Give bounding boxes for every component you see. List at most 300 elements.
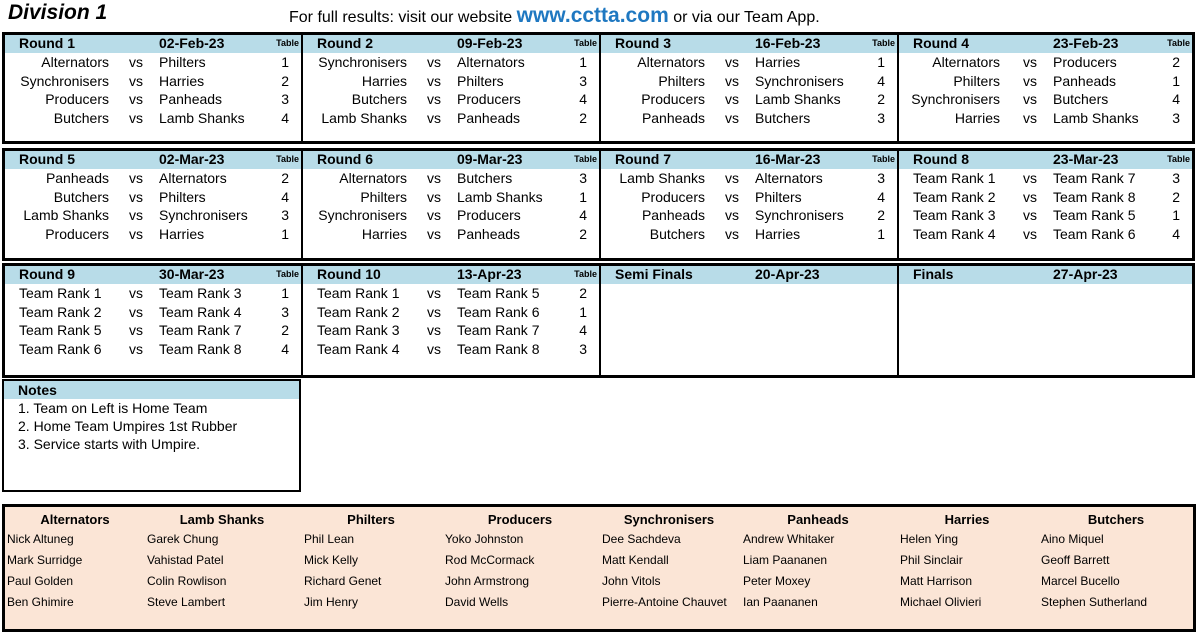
round-header — [601, 266, 897, 284]
match-row — [5, 206, 301, 225]
vs-label: vs — [427, 170, 441, 186]
round-block — [303, 151, 601, 258]
match-row — [5, 284, 301, 303]
round-header — [601, 35, 897, 53]
table-number: 4 — [579, 207, 587, 223]
match-row — [303, 225, 599, 244]
round-label: Round 5 — [19, 151, 75, 167]
vs-label: vs — [427, 322, 441, 338]
match-row — [303, 169, 599, 188]
round-block — [601, 35, 899, 141]
away-team: Panheads — [159, 91, 223, 107]
round-date: 30-Mar-23 — [159, 266, 225, 282]
table-number: 3 — [281, 303, 289, 320]
team-column — [900, 510, 1034, 613]
player-name: Ben Ghimire — [7, 595, 74, 609]
round-label: Round 6 — [317, 151, 373, 167]
home-team: Team Rank 3 — [317, 322, 400, 338]
home-team: Lamb Shanks — [23, 207, 109, 223]
notes-title: Notes — [4, 381, 299, 399]
home-team: Alternators — [339, 170, 407, 186]
player-name: Stephen Sutherland — [1041, 595, 1148, 609]
table-number: 1 — [579, 54, 587, 70]
match-row — [601, 53, 897, 72]
home-team: Butchers — [649, 225, 705, 242]
round-label: Round 8 — [913, 151, 969, 167]
table-column-label: Table — [872, 38, 895, 48]
player-name: Mick Kelly — [304, 553, 359, 567]
team-name: Panheads — [787, 512, 849, 527]
round-block — [601, 151, 899, 258]
round-header — [601, 151, 897, 169]
website-link[interactable]: www.cctta.com — [516, 4, 669, 27]
match-row — [303, 188, 599, 207]
home-team: Team Rank 2 — [19, 303, 102, 320]
round-row — [2, 148, 1195, 261]
table-number: 2 — [877, 207, 885, 223]
player-name: Colin Rowlison — [147, 574, 227, 588]
vs-label: vs — [129, 285, 143, 301]
round-date: 16-Mar-23 — [755, 151, 821, 167]
round-label: Round 2 — [317, 35, 373, 51]
vs-label: vs — [427, 285, 441, 301]
vs-label: vs — [129, 303, 143, 320]
vs-label: vs — [129, 340, 143, 357]
match-row — [899, 109, 1192, 128]
vs-label: vs — [129, 188, 143, 205]
player-name: John Vitols — [602, 574, 661, 588]
match-row — [303, 90, 599, 109]
home-team: Philters — [360, 188, 407, 205]
match-row — [899, 225, 1192, 244]
note-item: 1. Team on Left is Home Team — [18, 400, 208, 416]
note-item: 2. Home Team Umpires 1st Rubber — [18, 418, 238, 434]
team-name: Producers — [487, 512, 553, 527]
round-block — [303, 35, 601, 141]
table-number: 1 — [1172, 72, 1180, 89]
table-column-label: Table — [1167, 38, 1190, 48]
match-row — [899, 188, 1192, 207]
table-number: 4 — [579, 322, 587, 338]
round-block — [5, 35, 303, 141]
match-row — [303, 284, 599, 303]
table-number: 1 — [579, 303, 587, 320]
round-block — [899, 266, 1192, 375]
vs-label: vs — [1023, 188, 1037, 205]
team-name: Butchers — [1087, 512, 1145, 527]
round-header — [303, 151, 599, 169]
table-column-label: Table — [574, 38, 597, 48]
round-date: 09-Mar-23 — [457, 151, 523, 167]
banner-suffix: or via our Team App. — [673, 9, 820, 26]
table-number: 3 — [579, 72, 587, 89]
player-name: Phil Lean — [304, 532, 355, 546]
away-team: Butchers — [457, 170, 513, 186]
match-row — [601, 72, 897, 91]
round-label: Semi Finals — [615, 266, 693, 282]
away-team: Team Rank 7 — [457, 322, 540, 338]
player-name: Rod McCormack — [445, 553, 535, 567]
player-name: Andrew Whitaker — [743, 532, 835, 546]
away-team: Harries — [159, 72, 205, 89]
round-block — [5, 266, 303, 375]
home-team: Harries — [361, 225, 407, 242]
away-team: Team Rank 3 — [159, 285, 242, 301]
round-header — [303, 35, 599, 53]
table-number: 2 — [1172, 54, 1180, 70]
round-row — [2, 32, 1195, 144]
home-team: Team Rank 4 — [913, 225, 996, 242]
home-team: Lamb Shanks — [619, 170, 705, 186]
match-row — [899, 169, 1192, 188]
table-number: 3 — [579, 170, 587, 186]
table-number: 1 — [877, 54, 885, 70]
home-team: Synchronisers — [20, 72, 109, 89]
table-number: 2 — [579, 285, 587, 301]
player-name: Pierre-Antoine Chauvet — [602, 595, 727, 609]
table-number: 3 — [1172, 170, 1180, 186]
match-row — [601, 225, 897, 244]
player-name: John Armstrong — [445, 574, 530, 588]
player-name: Vahistad Patel — [147, 553, 224, 567]
vs-label: vs — [129, 91, 143, 107]
away-team: Team Rank 8 — [457, 340, 540, 357]
round-header — [303, 266, 599, 284]
round-label: Round 4 — [913, 35, 969, 51]
vs-label: vs — [1023, 109, 1037, 126]
away-team: Lamb Shanks — [1053, 109, 1139, 126]
away-team: Producers — [1053, 54, 1117, 70]
away-team: Panheads — [457, 109, 521, 126]
player-name: Helen Ying — [900, 532, 959, 546]
table-column-label: Table — [1167, 154, 1190, 164]
table-number: 3 — [877, 170, 885, 186]
away-team: Lamb Shanks — [755, 91, 841, 107]
away-team: Lamb Shanks — [457, 188, 543, 205]
round-label: Round 7 — [615, 151, 671, 167]
vs-label: vs — [427, 340, 441, 357]
vs-label: vs — [427, 225, 441, 242]
match-row — [899, 206, 1192, 225]
match-row — [303, 53, 599, 72]
home-team: Team Rank 1 — [913, 170, 996, 186]
player-name: Phil Sinclair — [900, 553, 963, 567]
away-team: Synchronisers — [159, 207, 248, 223]
vs-label: vs — [725, 72, 739, 89]
round-date: 27-Apr-23 — [1053, 266, 1118, 282]
table-number: 1 — [281, 54, 289, 70]
match-row — [5, 303, 301, 322]
match-row — [601, 90, 897, 109]
away-team: Panheads — [1053, 72, 1117, 89]
round-header — [899, 151, 1192, 169]
player-name: Marcel Bucello — [1041, 574, 1120, 588]
table-number: 3 — [281, 91, 289, 107]
note-item: 3. Service starts with Umpire. — [18, 436, 201, 452]
match-row — [601, 188, 897, 207]
home-team: Team Rank 4 — [317, 340, 400, 357]
player-name: Aino Miquel — [1041, 532, 1104, 546]
round-row — [2, 263, 1195, 378]
table-number: 3 — [877, 109, 885, 126]
table-number: 4 — [579, 91, 587, 107]
home-team: Synchronisers — [318, 54, 407, 70]
table-number: 1 — [281, 225, 289, 242]
table-number: 2 — [579, 109, 587, 126]
round-date: 23-Mar-23 — [1053, 151, 1119, 167]
match-row — [5, 169, 301, 188]
away-team: Team Rank 6 — [1053, 225, 1136, 242]
home-team: Panheads — [45, 170, 109, 186]
match-row — [5, 225, 301, 244]
table-number: 3 — [579, 340, 587, 357]
table-column-label: Table — [574, 269, 597, 279]
home-team: Team Rank 6 — [19, 340, 102, 357]
table-number: 4 — [1172, 91, 1180, 107]
vs-label: vs — [427, 188, 441, 205]
home-team: Producers — [641, 91, 705, 107]
vs-label: vs — [129, 207, 143, 223]
home-team: Panheads — [641, 207, 705, 223]
match-row — [601, 109, 897, 128]
home-team: Team Rank 5 — [19, 322, 102, 338]
table-number: 3 — [1172, 109, 1180, 126]
team-name: Alternators — [40, 512, 110, 527]
vs-label: vs — [725, 109, 739, 126]
player-name: Matt Kendall — [602, 553, 669, 567]
banner-prefix: For full results: visit our website — [289, 9, 513, 26]
table-number: 2 — [579, 225, 587, 242]
away-team: Butchers — [1053, 91, 1109, 107]
round-block — [303, 266, 601, 375]
match-row — [601, 206, 897, 225]
vs-label: vs — [725, 91, 739, 107]
team-rosters — [2, 504, 1196, 632]
player-name: Jim Henry — [304, 595, 359, 609]
vs-label: vs — [129, 72, 143, 89]
round-date: 02-Feb-23 — [159, 35, 225, 51]
match-row — [5, 90, 301, 109]
division-title: Division 1 — [8, 1, 108, 24]
home-team: Team Rank 3 — [913, 207, 996, 223]
table-number: 4 — [877, 72, 885, 89]
round-header — [899, 266, 1192, 284]
vs-label: vs — [725, 207, 739, 223]
round-label: Round 1 — [19, 35, 75, 51]
away-team: Philters — [457, 72, 504, 89]
player-name: Peter Moxey — [743, 574, 811, 588]
home-team: Alternators — [932, 54, 1000, 70]
round-date: 09-Feb-23 — [457, 35, 523, 51]
round-date: 16-Feb-23 — [755, 35, 821, 51]
vs-label: vs — [129, 322, 143, 338]
player-name: David Wells — [445, 595, 509, 609]
vs-label: vs — [1023, 170, 1037, 186]
match-row — [303, 303, 599, 322]
team-column — [1041, 510, 1191, 613]
vs-label: vs — [427, 303, 441, 320]
player-name: Nick Altuneg — [7, 532, 74, 546]
match-row — [303, 321, 599, 340]
home-team: Alternators — [41, 54, 109, 70]
away-team: Team Rank 7 — [159, 322, 242, 338]
vs-label: vs — [129, 225, 143, 242]
match-row — [5, 340, 301, 359]
table-number: 1 — [281, 285, 289, 301]
match-row — [899, 53, 1192, 72]
round-block — [601, 266, 899, 375]
round-date: 23-Feb-23 — [1053, 35, 1119, 51]
table-number: 2 — [877, 91, 885, 107]
home-team: Philters — [953, 72, 1000, 89]
home-team: Harries — [954, 109, 1000, 126]
player-name: Paul Golden — [7, 574, 74, 588]
round-block — [899, 151, 1192, 258]
team-column — [304, 510, 438, 613]
away-team: Team Rank 5 — [1053, 207, 1136, 223]
vs-label: vs — [1023, 91, 1037, 107]
notes-box — [2, 379, 301, 492]
away-team: Harries — [755, 54, 801, 70]
round-header — [5, 151, 301, 169]
match-row — [899, 72, 1192, 91]
away-team: Panheads — [457, 225, 521, 242]
away-team: Team Rank 8 — [1053, 188, 1136, 205]
away-team: Synchronisers — [755, 72, 844, 89]
player-name: Steve Lambert — [147, 595, 226, 609]
away-team: Producers — [457, 91, 521, 107]
table-number: 4 — [877, 188, 885, 205]
home-team: Team Rank 1 — [19, 285, 102, 301]
away-team: Team Rank 7 — [1053, 170, 1136, 186]
home-team: Producers — [641, 188, 705, 205]
away-team: Philters — [159, 188, 206, 205]
vs-label: vs — [725, 188, 739, 205]
table-number: 1 — [877, 225, 885, 242]
vs-label: vs — [427, 109, 441, 126]
home-team: Lamb Shanks — [321, 109, 407, 126]
home-team: Butchers — [351, 91, 407, 107]
player-name: Yoko Johnston — [445, 532, 524, 546]
vs-label: vs — [129, 170, 143, 186]
player-name: Dee Sachdeva — [602, 532, 681, 546]
table-number: 4 — [1172, 225, 1180, 242]
table-number: 1 — [1172, 207, 1180, 223]
home-team: Team Rank 1 — [317, 285, 400, 301]
table-number: 4 — [281, 109, 289, 126]
away-team: Alternators — [755, 170, 823, 186]
home-team: Team Rank 2 — [317, 303, 400, 320]
match-row — [303, 206, 599, 225]
away-team: Lamb Shanks — [159, 109, 245, 126]
round-header — [899, 35, 1192, 53]
home-team: Synchronisers — [911, 91, 1000, 107]
match-row — [303, 72, 599, 91]
away-team: Team Rank 4 — [159, 303, 242, 320]
vs-label: vs — [427, 54, 441, 70]
team-column — [743, 510, 893, 613]
home-team: Harries — [361, 72, 407, 89]
away-team: Philters — [755, 188, 802, 205]
table-number: 2 — [1172, 188, 1180, 205]
player-name: Mark Surridge — [7, 553, 83, 567]
player-name: Garek Chung — [147, 532, 219, 546]
match-row — [5, 188, 301, 207]
home-team: Butchers — [53, 188, 109, 205]
round-block — [899, 35, 1192, 141]
home-team: Team Rank 2 — [913, 188, 996, 205]
home-team: Philters — [658, 72, 705, 89]
match-row — [5, 109, 301, 128]
vs-label: vs — [1023, 207, 1037, 223]
round-label: Round 10 — [317, 266, 381, 282]
match-row — [303, 340, 599, 359]
home-team: Butchers — [53, 109, 109, 126]
match-row — [5, 72, 301, 91]
vs-label: vs — [1023, 225, 1037, 242]
vs-label: vs — [725, 170, 739, 186]
table-number: 2 — [281, 170, 289, 186]
away-team: Team Rank 5 — [457, 285, 540, 301]
round-label: Round 9 — [19, 266, 75, 282]
team-name: Lamb Shanks — [179, 512, 265, 527]
away-team: Synchronisers — [755, 207, 844, 223]
vs-label: vs — [1023, 54, 1037, 70]
round-label: Round 3 — [615, 35, 671, 51]
vs-label: vs — [427, 91, 441, 107]
away-team: Alternators — [159, 170, 227, 186]
table-number: 3 — [281, 207, 289, 223]
table-column-label: Table — [276, 154, 299, 164]
away-team: Producers — [457, 207, 521, 223]
player-name: Liam Paananen — [743, 553, 828, 567]
vs-label: vs — [427, 207, 441, 223]
away-team: Team Rank 8 — [159, 340, 242, 357]
round-block — [5, 151, 303, 258]
match-row — [303, 109, 599, 128]
round-header — [5, 266, 301, 284]
player-name: Matt Harrison — [900, 574, 973, 588]
team-name: Synchronisers — [623, 512, 715, 527]
home-team: Synchronisers — [318, 207, 407, 223]
match-row — [899, 90, 1192, 109]
home-team: Panheads — [641, 109, 705, 126]
away-team: Alternators — [457, 54, 525, 70]
website-banner — [289, 4, 820, 28]
player-name: Ian Paananen — [743, 595, 818, 609]
round-date: 20-Apr-23 — [755, 266, 820, 282]
table-column-label: Table — [574, 154, 597, 164]
vs-label: vs — [725, 54, 739, 70]
home-team: Producers — [45, 225, 109, 242]
table-number: 4 — [281, 188, 289, 205]
team-name: Philters — [347, 512, 395, 527]
away-team: Butchers — [755, 109, 811, 126]
away-team: Philters — [159, 54, 206, 70]
table-number: 2 — [281, 322, 289, 338]
match-row — [601, 169, 897, 188]
round-date: 02-Mar-23 — [159, 151, 225, 167]
table-column-label: Table — [276, 38, 299, 48]
vs-label: vs — [129, 54, 143, 70]
round-header — [5, 35, 301, 53]
table-column-label: Table — [872, 154, 895, 164]
round-label: Finals — [913, 266, 954, 282]
vs-label: vs — [1023, 72, 1037, 89]
vs-label: vs — [725, 225, 739, 242]
player-name: Richard Genet — [304, 574, 382, 588]
match-row — [5, 321, 301, 340]
